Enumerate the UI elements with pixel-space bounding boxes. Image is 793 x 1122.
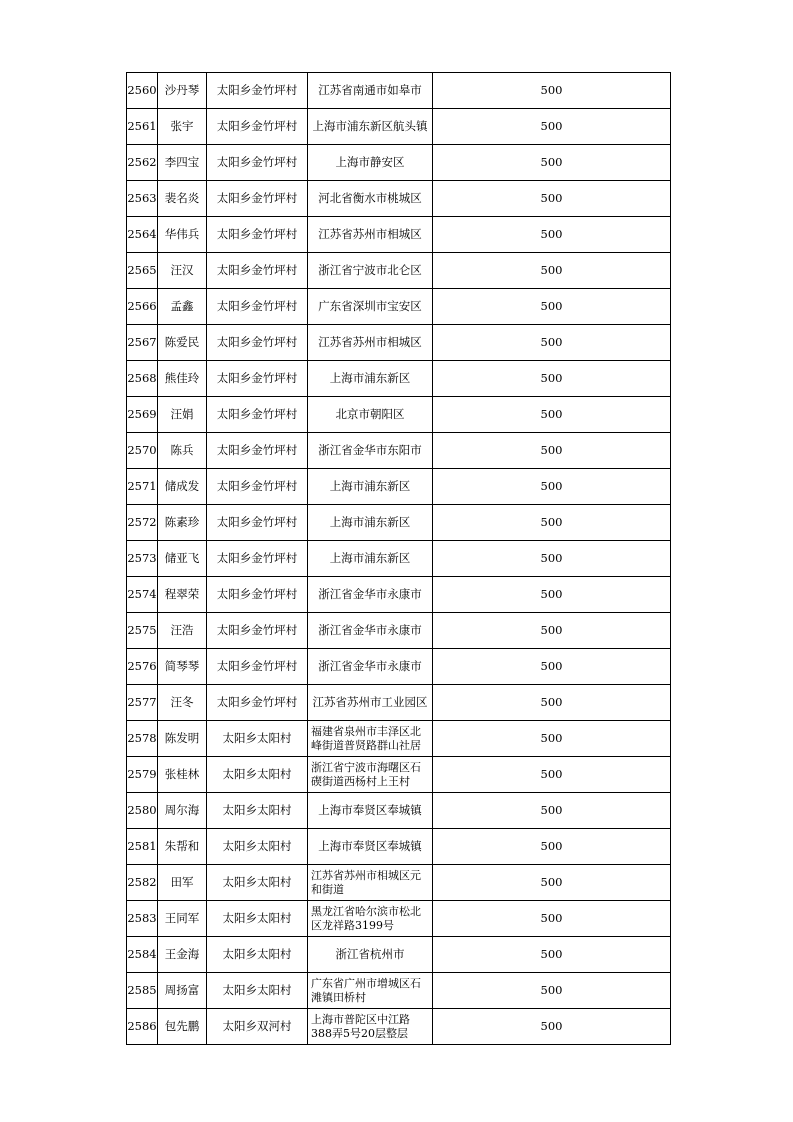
name-cell: [158, 613, 207, 649]
address-cell-text: 上海市普陀区中江路388弄5号20层整层: [311, 1012, 410, 1040]
amount-cell-text: 500: [540, 263, 563, 277]
name-cell: [158, 649, 207, 685]
village-cell: [207, 181, 308, 217]
address-cell: [308, 757, 433, 793]
amount-cell: [433, 253, 671, 289]
amount-cell: [433, 721, 671, 757]
village-cell: [207, 937, 308, 973]
name-cell-text: 包先鹏: [164, 1019, 200, 1033]
address-cell-text: 上海市奉贤区奉城镇: [318, 803, 422, 817]
name-cell: [158, 973, 207, 1009]
row-number-cell-text: 2569: [127, 407, 157, 421]
name-cell-text: 李四宝: [164, 155, 200, 169]
village-cell-text: 太阳乡金竹坪村: [216, 371, 298, 385]
address-cell: [308, 217, 433, 253]
row-number-cell-text: 2581: [127, 839, 157, 853]
name-cell: [158, 901, 207, 937]
amount-cell: [433, 865, 671, 901]
amount-cell: [433, 361, 671, 397]
name-cell: [158, 865, 207, 901]
address-cell: [308, 181, 433, 217]
amount-cell-text: 500: [540, 155, 563, 169]
village-cell-text: 太阳乡太阳村: [222, 731, 292, 745]
village-cell: [207, 757, 308, 793]
table-row: [127, 289, 671, 325]
address-cell-text: 浙江省金华市永康市: [318, 659, 422, 673]
name-cell: [158, 145, 207, 181]
address-cell: [308, 649, 433, 685]
name-cell-text: 周扬富: [164, 983, 200, 997]
table-row: [127, 649, 671, 685]
village-cell: [207, 649, 308, 685]
table-row: [127, 937, 671, 973]
address-cell-text: 江苏省苏州市相城区: [318, 335, 422, 349]
row-number-cell: [127, 541, 158, 577]
village-cell-text: 太阳乡金竹坪村: [216, 695, 298, 709]
amount-cell: [433, 757, 671, 793]
row-number-cell-text: 2562: [127, 155, 157, 169]
amount-cell: [433, 217, 671, 253]
row-number-cell: [127, 865, 158, 901]
row-number-cell: [127, 397, 158, 433]
table-row: [127, 361, 671, 397]
amount-cell-text: 500: [540, 1019, 563, 1033]
amount-cell: [433, 469, 671, 505]
name-cell-text: 张宇: [170, 119, 194, 133]
data-table: [126, 72, 671, 1045]
name-cell: [158, 253, 207, 289]
village-cell-text: 太阳乡太阳村: [222, 839, 292, 853]
name-cell-text: 汪浩: [170, 623, 194, 637]
name-cell-text: 周尔海: [164, 803, 200, 817]
village-cell: [207, 145, 308, 181]
village-cell: [207, 217, 308, 253]
name-cell-text: 熊佳玲: [164, 371, 200, 385]
row-number-cell: [127, 433, 158, 469]
amount-cell-text: 500: [540, 479, 563, 493]
amount-cell: [433, 829, 671, 865]
village-cell-text: 太阳乡金竹坪村: [216, 191, 298, 205]
row-number-cell-text: 2586: [127, 1019, 157, 1033]
address-cell: [308, 973, 433, 1009]
table-row: [127, 1009, 671, 1045]
address-cell-text: 福建省泉州市丰泽区北峰街道普贤路群山社居: [311, 724, 421, 752]
address-cell: [308, 1009, 433, 1045]
address-cell: [308, 829, 433, 865]
name-cell: [158, 757, 207, 793]
village-cell: [207, 685, 308, 721]
village-cell: [207, 613, 308, 649]
address-cell-text: 上海市浦东新区航头镇: [312, 119, 428, 133]
address-cell: [308, 253, 433, 289]
name-cell: [158, 721, 207, 757]
village-cell-text: 太阳乡金竹坪村: [216, 479, 298, 493]
name-cell: [158, 109, 207, 145]
village-cell: [207, 793, 308, 829]
village-cell-text: 太阳乡太阳村: [222, 803, 292, 817]
row-number-cell-text: 2582: [127, 875, 157, 889]
village-cell-text: 太阳乡太阳村: [222, 983, 292, 997]
amount-cell-text: 500: [540, 443, 563, 457]
name-cell-text: 田军: [170, 875, 194, 889]
table-row: [127, 901, 671, 937]
address-cell: [308, 541, 433, 577]
address-cell: [308, 505, 433, 541]
table-row: [127, 217, 671, 253]
row-number-cell: [127, 685, 158, 721]
village-cell: [207, 721, 308, 757]
row-number-cell: [127, 1009, 158, 1045]
row-number-cell: [127, 469, 158, 505]
row-number-cell-text: 2565: [127, 263, 157, 277]
address-cell-text: 河北省衡水市桃城区: [318, 191, 422, 205]
table-row: [127, 757, 671, 793]
table-row: [127, 73, 671, 109]
row-number-cell: [127, 325, 158, 361]
village-cell-text: 太阳乡金竹坪村: [216, 587, 298, 601]
name-cell: [158, 685, 207, 721]
village-cell-text: 太阳乡金竹坪村: [216, 299, 298, 313]
village-cell: [207, 577, 308, 613]
village-cell: [207, 469, 308, 505]
village-cell-text: 太阳乡太阳村: [222, 875, 292, 889]
amount-cell-text: 500: [540, 371, 563, 385]
address-cell-text: 浙江省杭州市: [335, 947, 405, 961]
amount-cell: [433, 325, 671, 361]
name-cell: [158, 217, 207, 253]
row-number-cell-text: 2561: [127, 119, 157, 133]
name-cell: [158, 829, 207, 865]
village-cell-text: 太阳乡金竹坪村: [216, 155, 298, 169]
name-cell-text: 陈兵: [170, 443, 194, 457]
table-row: [127, 541, 671, 577]
row-number-cell-text: 2576: [127, 659, 157, 673]
name-cell: [158, 73, 207, 109]
address-cell: [308, 109, 433, 145]
amount-cell-text: 500: [540, 875, 563, 889]
name-cell-text: 沙丹琴: [164, 83, 200, 97]
row-number-cell: [127, 721, 158, 757]
name-cell: [158, 937, 207, 973]
address-cell-text: 江苏省苏州市工业园区: [312, 695, 428, 709]
address-cell-text: 上海市浦东新区: [329, 371, 411, 385]
table-row: [127, 613, 671, 649]
village-cell-text: 太阳乡金竹坪村: [216, 227, 298, 241]
name-cell-text: 陈发明: [164, 731, 200, 745]
amount-cell: [433, 181, 671, 217]
village-cell: [207, 505, 308, 541]
row-number-cell: [127, 361, 158, 397]
amount-cell: [433, 397, 671, 433]
amount-cell-text: 500: [540, 299, 563, 313]
address-cell: [308, 865, 433, 901]
name-cell-text: 裴名炎: [164, 191, 200, 205]
amount-cell: [433, 145, 671, 181]
village-cell: [207, 109, 308, 145]
name-cell: [158, 325, 207, 361]
address-cell: [308, 433, 433, 469]
village-cell-text: 太阳乡金竹坪村: [216, 263, 298, 277]
village-cell: [207, 433, 308, 469]
amount-cell-text: 500: [540, 839, 563, 853]
amount-cell-text: 500: [540, 911, 563, 925]
table-row: [127, 793, 671, 829]
village-cell-text: 太阳乡金竹坪村: [216, 119, 298, 133]
table-row: [127, 721, 671, 757]
row-number-cell: [127, 505, 158, 541]
row-number-cell-text: 2568: [127, 371, 157, 385]
table-row: [127, 973, 671, 1009]
row-number-cell: [127, 73, 158, 109]
name-cell: [158, 433, 207, 469]
village-cell-text: 太阳乡金竹坪村: [216, 443, 298, 457]
row-number-cell-text: 2583: [127, 911, 157, 925]
name-cell-text: 汪娟: [170, 407, 194, 421]
amount-cell: [433, 685, 671, 721]
amount-cell-text: 500: [540, 335, 563, 349]
amount-cell: [433, 109, 671, 145]
address-cell-text: 北京市朝阳区: [335, 407, 405, 421]
amount-cell: [433, 505, 671, 541]
address-cell-text: 上海市浦东新区: [329, 515, 411, 529]
address-cell-text: 浙江省金华市永康市: [318, 623, 422, 637]
name-cell-text: 孟鑫: [170, 299, 194, 313]
table-row: [127, 253, 671, 289]
amount-cell: [433, 577, 671, 613]
table-row: [127, 469, 671, 505]
name-cell-text: 陈爱民: [164, 335, 200, 349]
name-cell-text: 程翠荣: [164, 587, 200, 601]
village-cell-text: 太阳乡金竹坪村: [216, 623, 298, 637]
table-row: [127, 145, 671, 181]
address-cell: [308, 901, 433, 937]
address-cell-text: 黑龙江省哈尔滨市松北区龙祥路3199号: [311, 904, 421, 932]
address-cell-text: 浙江省金华市永康市: [318, 587, 422, 601]
village-cell: [207, 973, 308, 1009]
address-cell: [308, 937, 433, 973]
amount-cell: [433, 1009, 671, 1045]
row-number-cell: [127, 145, 158, 181]
row-number-cell-text: 2578: [127, 731, 157, 745]
address-cell: [308, 73, 433, 109]
amount-cell-text: 500: [540, 623, 563, 637]
amount-cell-text: 500: [540, 407, 563, 421]
address-cell-text: 上海市浦东新区: [329, 479, 411, 493]
row-number-cell-text: 2577: [127, 695, 157, 709]
row-number-cell-text: 2574: [127, 587, 157, 601]
address-cell: [308, 325, 433, 361]
row-number-cell: [127, 901, 158, 937]
name-cell-text: 汪冬: [170, 695, 194, 709]
table-row: [127, 505, 671, 541]
name-cell-text: 陈素珍: [164, 515, 200, 529]
village-cell: [207, 901, 308, 937]
village-cell: [207, 325, 308, 361]
amount-cell: [433, 289, 671, 325]
table-row: [127, 181, 671, 217]
table-row: [127, 577, 671, 613]
row-number-cell-text: 2564: [127, 227, 157, 241]
amount-cell-text: 500: [540, 551, 563, 565]
name-cell: [158, 289, 207, 325]
table-body: [127, 73, 671, 1045]
row-number-cell-text: 2579: [127, 767, 157, 781]
row-number-cell: [127, 937, 158, 973]
name-cell: [158, 1009, 207, 1045]
address-cell-text: 浙江省金华市东阳市: [318, 443, 422, 457]
amount-cell-text: 500: [540, 803, 563, 817]
address-cell-text: 广东省深圳市宝安区: [318, 299, 422, 313]
name-cell: [158, 577, 207, 613]
village-cell-text: 太阳乡太阳村: [222, 947, 292, 961]
amount-cell-text: 500: [540, 83, 563, 97]
row-number-cell: [127, 757, 158, 793]
village-cell: [207, 829, 308, 865]
address-cell-text: 上海市静安区: [335, 155, 405, 169]
amount-cell: [433, 541, 671, 577]
name-cell-text: 王金海: [164, 947, 200, 961]
table-row: [127, 325, 671, 361]
village-cell-text: 太阳乡金竹坪村: [216, 407, 298, 421]
village-cell: [207, 397, 308, 433]
village-cell: [207, 73, 308, 109]
address-cell-text: 浙江省宁波市北仑区: [318, 263, 422, 277]
amount-cell-text: 500: [540, 227, 563, 241]
village-cell: [207, 289, 308, 325]
address-cell-text: 上海市奉贤区奉城镇: [318, 839, 422, 853]
table-row: [127, 865, 671, 901]
address-cell: [308, 613, 433, 649]
row-number-cell-text: 2571: [127, 479, 157, 493]
name-cell-text: 简琴琴: [164, 659, 200, 673]
row-number-cell-text: 2566: [127, 299, 157, 313]
row-number-cell-text: 2572: [127, 515, 157, 529]
village-cell-text: 太阳乡金竹坪村: [216, 83, 298, 97]
name-cell-text: 汪汉: [170, 263, 194, 277]
row-number-cell: [127, 973, 158, 1009]
name-cell-text: 华伟兵: [164, 227, 200, 241]
amount-cell-text: 500: [540, 587, 563, 601]
address-cell: [308, 721, 433, 757]
amount-cell-text: 500: [540, 767, 563, 781]
row-number-cell-text: 2567: [127, 335, 157, 349]
amount-cell: [433, 793, 671, 829]
row-number-cell: [127, 793, 158, 829]
village-cell-text: 太阳乡金竹坪村: [216, 551, 298, 565]
village-cell-text: 太阳乡金竹坪村: [216, 515, 298, 529]
row-number-cell: [127, 217, 158, 253]
name-cell: [158, 793, 207, 829]
row-number-cell: [127, 289, 158, 325]
address-cell: [308, 793, 433, 829]
row-number-cell-text: 2584: [127, 947, 157, 961]
row-number-cell: [127, 109, 158, 145]
address-cell-text: 广东省广州市增城区石滩镇田桥村: [311, 976, 421, 1004]
village-cell: [207, 253, 308, 289]
village-cell-text: 太阳乡双河村: [222, 1019, 292, 1033]
row-number-cell: [127, 253, 158, 289]
amount-cell: [433, 649, 671, 685]
amount-cell-text: 500: [540, 983, 563, 997]
name-cell-text: 张桂林: [164, 767, 200, 781]
table-row: [127, 433, 671, 469]
village-cell-text: 太阳乡金竹坪村: [216, 335, 298, 349]
name-cell: [158, 469, 207, 505]
village-cell: [207, 361, 308, 397]
village-cell: [207, 865, 308, 901]
table-row: [127, 397, 671, 433]
village-cell-text: 太阳乡金竹坪村: [216, 659, 298, 673]
amount-cell-text: 500: [540, 731, 563, 745]
address-cell: [308, 685, 433, 721]
name-cell-text: 储亚飞: [164, 551, 200, 565]
amount-cell: [433, 433, 671, 469]
name-cell: [158, 181, 207, 217]
village-cell-text: 太阳乡太阳村: [222, 911, 292, 925]
amount-cell-text: 500: [540, 695, 563, 709]
address-cell-text: 江苏省苏州市相城区元和街道: [311, 868, 421, 896]
row-number-cell-text: 2585: [127, 983, 157, 997]
name-cell-text: 王同军: [164, 911, 200, 925]
name-cell: [158, 541, 207, 577]
amount-cell-text: 500: [540, 947, 563, 961]
amount-cell-text: 500: [540, 191, 563, 205]
row-number-cell-text: 2563: [127, 191, 157, 205]
table-row: [127, 829, 671, 865]
address-cell: [308, 361, 433, 397]
row-number-cell: [127, 613, 158, 649]
address-cell: [308, 469, 433, 505]
row-number-cell-text: 2570: [127, 443, 157, 457]
row-number-cell-text: 2560: [127, 83, 157, 97]
name-cell: [158, 505, 207, 541]
row-number-cell-text: 2580: [127, 803, 157, 817]
address-cell-text: 上海市浦东新区: [329, 551, 411, 565]
row-number-cell: [127, 577, 158, 613]
address-cell-text: 江苏省南通市如皋市: [318, 83, 422, 97]
address-cell: [308, 577, 433, 613]
name-cell-text: 朱帮和: [164, 839, 200, 853]
village-cell: [207, 1009, 308, 1045]
name-cell: [158, 397, 207, 433]
amount-cell: [433, 613, 671, 649]
address-cell: [308, 289, 433, 325]
table-row: [127, 109, 671, 145]
row-number-cell: [127, 829, 158, 865]
amount-cell-text: 500: [540, 659, 563, 673]
amount-cell-text: 500: [540, 119, 563, 133]
row-number-cell-text: 2575: [127, 623, 157, 637]
address-cell: [308, 145, 433, 181]
name-cell: [158, 361, 207, 397]
amount-cell: [433, 73, 671, 109]
amount-cell: [433, 937, 671, 973]
address-cell-text: 江苏省苏州市相城区: [318, 227, 422, 241]
row-number-cell: [127, 649, 158, 685]
village-cell: [207, 541, 308, 577]
amount-cell-text: 500: [540, 515, 563, 529]
amount-cell: [433, 901, 671, 937]
table-row: [127, 685, 671, 721]
address-cell: [308, 397, 433, 433]
row-number-cell: [127, 181, 158, 217]
amount-cell: [433, 973, 671, 1009]
row-number-cell-text: 2573: [127, 551, 157, 565]
village-cell-text: 太阳乡太阳村: [222, 767, 292, 781]
address-cell-text: 浙江省宁波市海曙区石碶街道西杨村上王村: [311, 760, 421, 788]
name-cell-text: 储成发: [164, 479, 200, 493]
